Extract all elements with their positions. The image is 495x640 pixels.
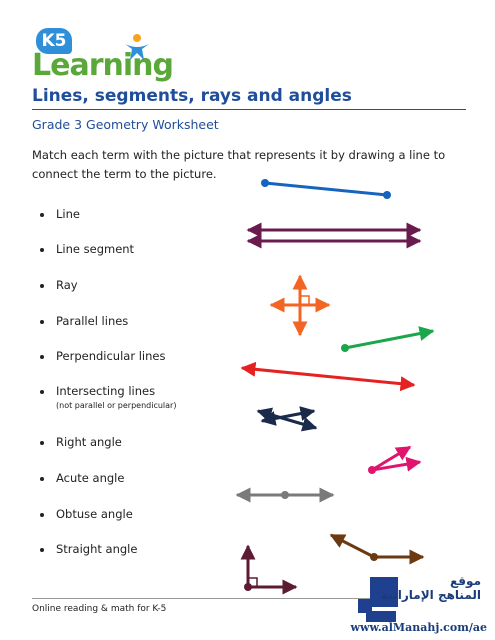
line-picture: [242, 368, 414, 385]
term-label: Perpendicular lines: [56, 349, 166, 363]
term-label: Line: [56, 207, 80, 221]
ray-picture: [341, 331, 433, 352]
term-label: Right angle: [56, 435, 122, 449]
line-segment-picture: [261, 179, 391, 199]
straight-angle-picture: [237, 491, 333, 499]
watermark-arabic-line2: المناهج الإماراتية: [381, 588, 481, 602]
logo-wordmark: Learning: [32, 48, 173, 83]
term-label: Ray: [56, 278, 78, 292]
term-label: Line segment: [56, 242, 135, 256]
acute-angle-picture: [368, 447, 420, 474]
footer-divider: [32, 598, 372, 599]
parallel-lines-picture: [248, 230, 420, 241]
term-label: Parallel lines: [56, 314, 129, 328]
term-label: Straight angle: [56, 542, 138, 556]
perpendicular-lines-picture: [271, 276, 329, 335]
logo-badge: K5: [36, 28, 72, 54]
term-note: (not parallel or perpendicular): [56, 401, 177, 410]
term-label: Obtuse angle: [56, 507, 133, 521]
term-label: Intersecting lines: [56, 384, 156, 398]
obtuse-angle-picture: [331, 535, 423, 561]
intersecting-lines-picture: [258, 411, 316, 428]
watermark-url[interactable]: www.alManahj.com/ae: [350, 621, 487, 634]
page-title: Lines, segments, rays and angles: [32, 86, 352, 106]
right-angle-picture: [244, 546, 296, 591]
watermark-arabic: [381, 574, 481, 602]
footer-text: Online reading & math for K-5: [32, 604, 167, 614]
watermark-arabic-line1: موقع: [449, 574, 481, 588]
page-subtitle: Grade 3 Geometry Worksheet: [32, 117, 219, 132]
term-label: Acute angle: [56, 471, 125, 485]
instructions: Match each term with the picture that represents it by drawing a line to connect the term to the picture.: [32, 148, 446, 181]
